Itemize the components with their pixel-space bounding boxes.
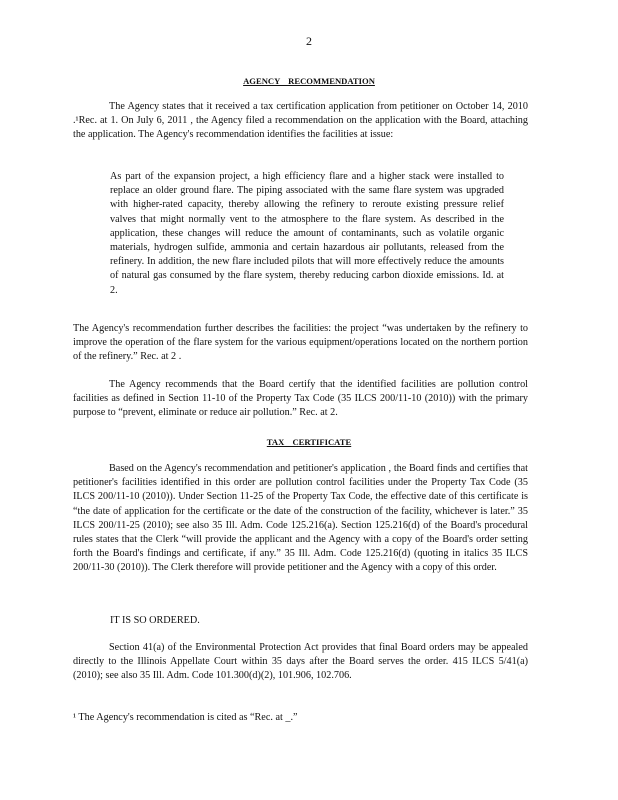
section-heading-tax-certificate: TAX CERTIFICATE: [266, 437, 352, 447]
paragraph-agency-received: The Agency states that it received a tax certification application from petitioner on October 14, 2010 .¹Rec. at 1. On July 6, 2011 , the Agency filed a recommendation on the application with the Board, attaching the application. The Agency's recommendation identifies the facilities at issue:: [73, 101, 528, 141]
section-heading-agency-recommendation: AGENCY RECOMMENDATION: [243, 76, 375, 86]
footnote: ¹ The Agency's recommendation is cited as “Rec. at _.”: [73, 712, 298, 723]
paragraph-agency-recommends: The Agency recommends that the Board certify that the identified facilities are pollution control facilities as defined in Section 11-10 of the Property Tax Code (35 ILCS 200/11-10 (2010)) with the primary purpose to “prevent, eliminate or reduce air pollution.” Rec. at 2.: [73, 379, 528, 419]
page-number: 2: [306, 34, 312, 48]
paragraph-agency-describes: The Agency's recommendation further describes the facilities: the project “was undertaken by the refinery to improve the operation of the flare system for the various equipment/operations located on the northern portion of the refinery.” Rec. at 2 .: [73, 323, 528, 363]
paragraph-board-finds: Based on the Agency's recommendation and petitioner's application , the Board finds and certifies that petitioner's facilities identified in this order are pollution control facilities under the Property Tax Code (35 ILCS 200/11-10 (2010)). Under Section 11-25 of the Property Tax Code, the effective date of this certificate is “the date of application for the certificate or the date of the construction of the facility, whichever is later.” 35 ILCS 200/11-25 (2010); see also 35 Ill. Adm. Code 125.216(a). Section 125.216(d) of the Board's procedural rules states that the Clerk “will provide the applicant and the Agency with a copy of the Board's order setting forth the Board's findings and certificate, if any.” 35 Ill. Adm. Code 125.216(d) (quoting in italics 35 ILCS 200/11-30 (2010)). The Clerk therefore will provide petitioner and the Agency with a copy of this order.: [73, 463, 528, 574]
paragraph-appeal: Section 41(a) of the Environmental Protection Act provides that final Board orders may be appealed directly to the Illinois Appellate Court within 35 days after the Board serves the order. 415 ILCS 5/41(a) (2010); see also 35 Ill. Adm. Code 101.300(d)(2), 101.906, 102.706.: [73, 642, 528, 682]
it-is-so-ordered: IT IS SO ORDERED.: [110, 615, 200, 626]
block-quote-facilities: As part of the expansion project, a high efficiency flare and a higher stack were installed to replace an older ground flare. The piping associated with the same flare system was upgraded with higher-rated capacity, thereby allowing the refinery to reroute existing pressure relief valves that might normally vent to the atmosphere to the flare system. As described in the application, these changes will reduce the amount of contaminants, such as volatile organic materials, hydrogen sulfide, ammonia and certain hazardous air pollutants, released from the refinery. In addition, the new flare included pilots that will more effectively reduce the amounts of natural gas consumed by the flare system, thereby reducing carbon dioxide emissions. Id. at 2.: [110, 171, 504, 296]
